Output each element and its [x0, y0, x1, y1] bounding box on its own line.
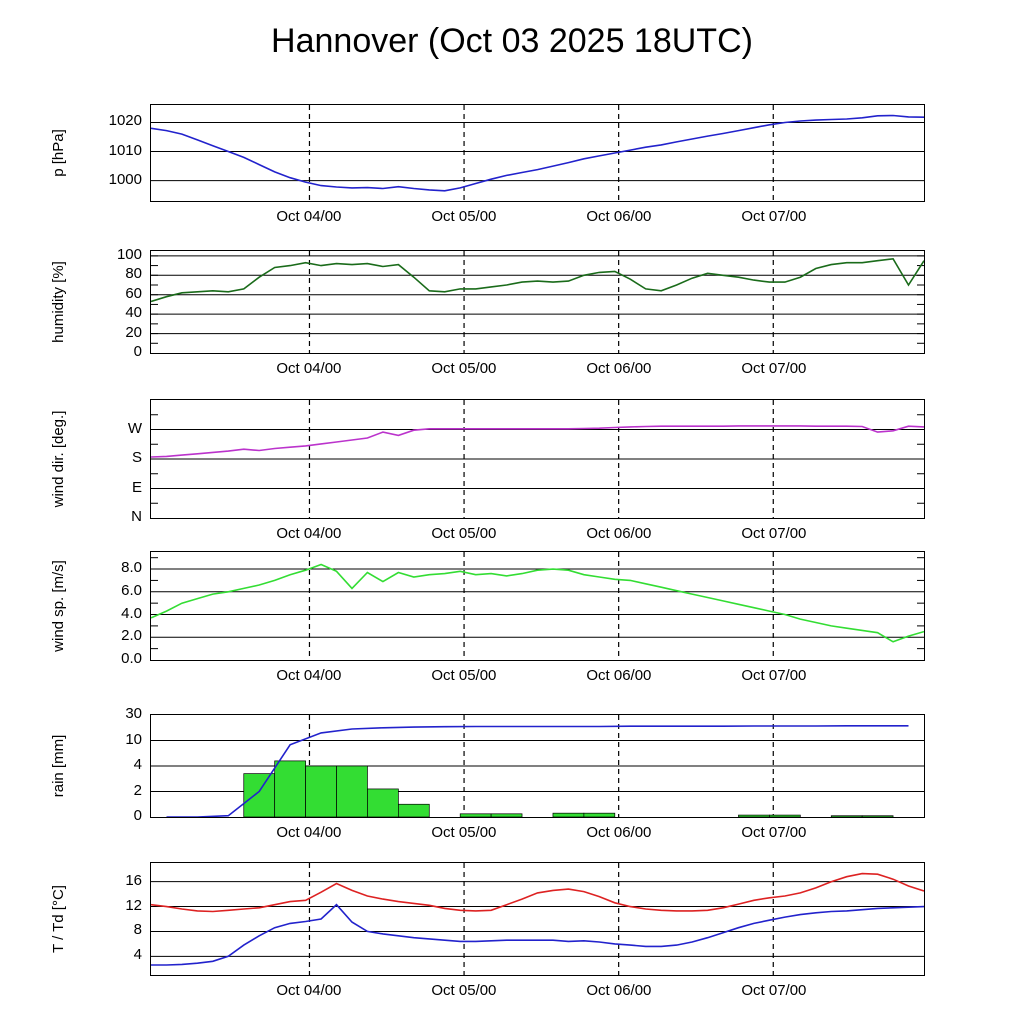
y-tick-label: S — [131, 449, 142, 466]
y-tick-label: 12 — [125, 896, 142, 914]
x-tick-label: Oct 04/00 — [276, 667, 342, 684]
x-tick-label: Oct 07/00 — [741, 824, 807, 841]
y-axis-label: wind sp. [m/s] — [50, 560, 67, 652]
x-tick-label: Oct 06/00 — [586, 824, 652, 841]
temp-series — [151, 874, 924, 912]
y-tick-label: 1020 — [108, 112, 142, 130]
y-axis-label: rain [mm] — [50, 734, 67, 798]
y-tick-label: 30 — [125, 705, 142, 722]
x-tick-label: Oct 05/00 — [431, 824, 497, 841]
x-tick-label: Oct 06/00 — [586, 982, 652, 999]
temp-panel — [150, 862, 925, 976]
pressure-panel — [150, 104, 925, 202]
x-tick-label: Oct 07/00 — [741, 982, 807, 999]
y-tick-label: W — [127, 419, 142, 437]
y-tick-label: 40 — [125, 304, 142, 322]
y-tick-label: 1010 — [108, 141, 142, 159]
x-tick-label: Oct 07/00 — [741, 360, 807, 377]
y-tick-label: E — [131, 478, 142, 496]
winddir-panel — [150, 399, 925, 519]
x-tick-label: Oct 06/00 — [586, 667, 652, 684]
x-tick-label: Oct 07/00 — [741, 667, 807, 684]
y-tick-label: 8 — [133, 921, 142, 939]
x-tick-label: Oct 04/00 — [276, 208, 342, 225]
y-axis-label: p [hPa] — [50, 129, 67, 177]
x-tick-label: Oct 04/00 — [276, 360, 342, 377]
page-title: Hannover (Oct 03 2025 18UTC) — [271, 22, 753, 60]
y-axis-label: humidity [%] — [50, 261, 67, 343]
y-tick-label: 4.0 — [121, 604, 142, 622]
y-tick-label: 4 — [133, 756, 142, 773]
pressure-series — [151, 116, 924, 191]
y-tick-label: 16 — [125, 871, 142, 889]
x-tick-label: Oct 04/00 — [276, 525, 342, 542]
y-tick-label: 60 — [125, 284, 142, 302]
y-tick-label: 0 — [133, 807, 142, 824]
x-tick-label: Oct 04/00 — [276, 824, 342, 841]
x-tick-label: Oct 07/00 — [741, 525, 807, 542]
x-tick-label: Oct 05/00 — [431, 360, 497, 377]
y-axis-label: T / Td [°C] — [50, 885, 67, 953]
y-tick-label: 4 — [133, 946, 142, 964]
y-tick-label: 2.0 — [121, 627, 142, 645]
x-tick-label: Oct 05/00 — [431, 208, 497, 225]
x-tick-label: Oct 06/00 — [586, 360, 652, 377]
x-tick-label: Oct 05/00 — [431, 982, 497, 999]
x-tick-label: Oct 06/00 — [586, 208, 652, 225]
y-tick-label: N — [131, 508, 142, 525]
x-tick-label: Oct 07/00 — [741, 208, 807, 225]
rain-panel — [150, 714, 925, 818]
winddir-series — [151, 426, 924, 457]
y-tick-label: 20 — [125, 323, 142, 341]
y-axis-label: wind dir. [deg.] — [50, 410, 67, 508]
y-tick-label: 6.0 — [121, 581, 142, 599]
x-tick-label: Oct 06/00 — [586, 525, 652, 542]
y-tick-label: 0.0 — [121, 650, 142, 667]
x-tick-label: Oct 04/00 — [276, 982, 342, 999]
x-tick-label: Oct 05/00 — [431, 525, 497, 542]
y-tick-label: 100 — [116, 245, 142, 263]
x-tick-label: Oct 05/00 — [431, 667, 497, 684]
windspeed-panel — [150, 551, 925, 661]
y-tick-label: 10 — [125, 730, 142, 748]
humidity-panel — [150, 250, 925, 354]
y-tick-label: 1000 — [108, 170, 142, 188]
y-tick-label: 2 — [133, 781, 142, 799]
y-tick-label: 80 — [125, 265, 142, 283]
windspeed-series — [151, 565, 924, 642]
y-tick-label: 0 — [133, 343, 142, 360]
y-tick-label: 8.0 — [121, 559, 142, 577]
